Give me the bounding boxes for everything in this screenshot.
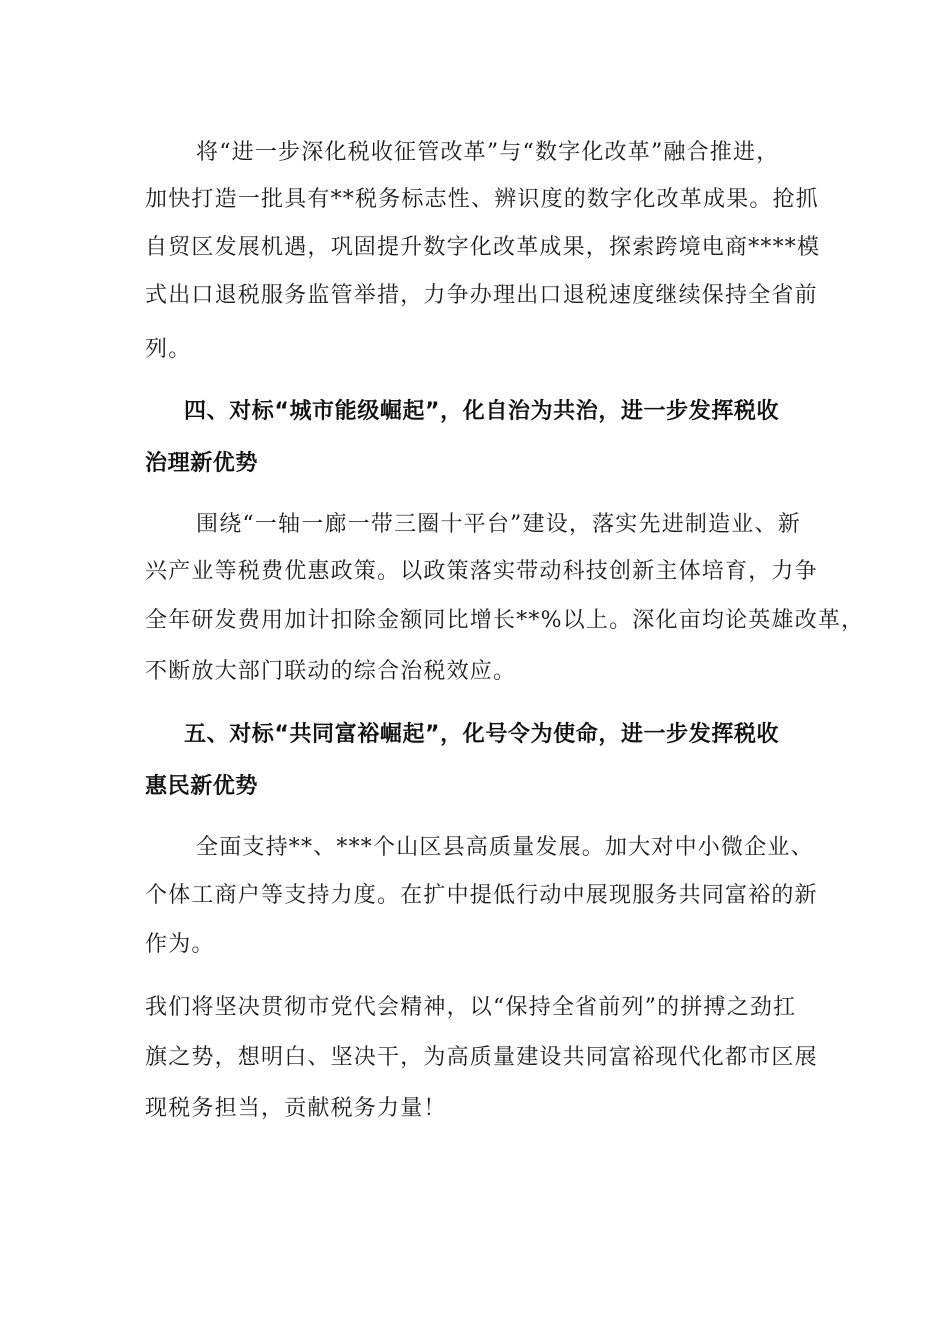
closing-line-1: 我们将坚决贯彻市党代会精神，以“保持全省前列”的拼搏之劲扛	[145, 995, 797, 1020]
closing-line-3: 现税务担当，贡献税务力量！	[145, 1096, 447, 1121]
section-heading-5-line-2: 惠民新优势	[145, 774, 259, 799]
paragraph-2-line-3: 全年研发费用加计扣除金额同比增长**%以上。深化亩均论英雄改革，	[145, 608, 865, 633]
closing-line-2: 旗之势，想明白、坚决干，为高质量建设共同富裕现代化都市区展	[145, 1045, 818, 1070]
section-heading-4-line-2: 治理新优势	[145, 451, 259, 476]
paragraph-2-line-1: 围绕“一轴一廊一带三圈十平台”建设，落实先进制造业、新	[196, 512, 801, 537]
paragraph-3-line-3: 作为。	[145, 932, 215, 957]
paragraph-2-line-4: 不断放大部门联动的综合治税效应。	[145, 659, 517, 684]
section-heading-5-line-1: 五、对标“共同富裕崛起”，化号令为使命，进一步发挥税收	[184, 722, 780, 747]
paragraph-2-line-2: 兴产业等税费优惠政策。以政策落实带动科技创新主体培育，力争	[145, 559, 818, 584]
paragraph-1-line-1: 将“进一步深化税收征管改革”与“数字化改革”融合推进，	[196, 140, 780, 165]
paragraph-3-line-2: 个体工商户等支持力度。在扩中提低行动中展现服务共同富裕的新	[145, 883, 818, 908]
paragraph-3-line-1: 全面支持**、***个山区县高质量发展。加大对中小微企业、	[196, 835, 814, 860]
paragraph-1-line-4: 式出口退税服务监管举措，力争办理出口退税速度继续保持全省前	[145, 283, 818, 308]
paragraph-1-line-5: 列。	[145, 337, 192, 362]
paragraph-1-line-3: 自贸区发展机遇，巩固提升数字化改革成果，探索跨境电商****模	[145, 235, 821, 260]
section-heading-4-line-1: 四、对标“城市能级崛起”，化自治为共治，进一步发挥税收	[184, 399, 780, 424]
paragraph-1-line-2: 加快打造一批具有**税务标志性、辨识度的数字化改革成果。抢抓	[145, 187, 820, 212]
